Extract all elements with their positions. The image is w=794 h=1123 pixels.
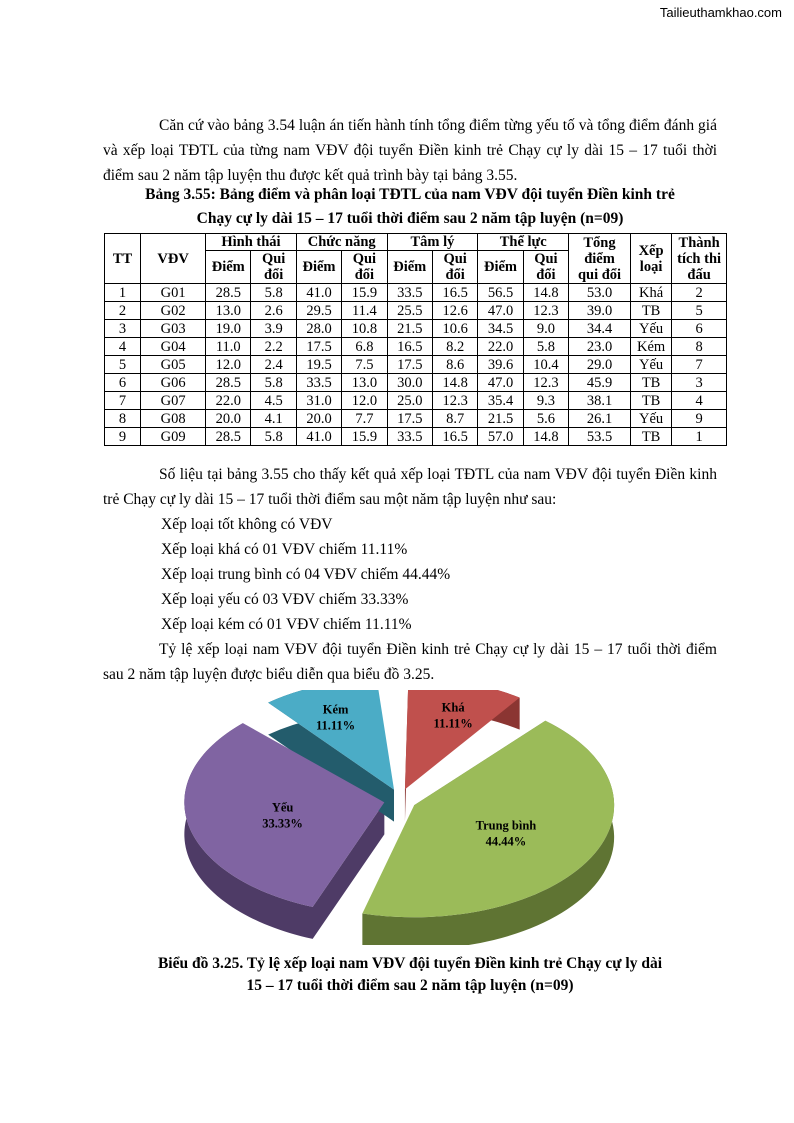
table-cell: 19.5 bbox=[296, 356, 341, 374]
table-cell: 13.0 bbox=[342, 374, 387, 392]
table-cell: 16.5 bbox=[387, 338, 432, 356]
table-row bbox=[105, 410, 727, 428]
table-cell: 21.5 bbox=[478, 410, 523, 428]
table-row bbox=[105, 320, 727, 338]
header-thanh-line-2: tích thi bbox=[677, 250, 722, 267]
table-cell: 20.0 bbox=[206, 410, 251, 428]
table-cell: 2.2 bbox=[251, 338, 296, 356]
table-cell: G09 bbox=[141, 428, 206, 446]
intro-paragraph: Căn cứ vào bảng 3.54 luận án tiến hành tính tổng điểm từng yếu tố và tổng điểm đánh giá và xếp loại TĐTL của từng nam VĐV đội tuyển Điền kinh trẻ Chạy cự ly dài 15 – 17 tuổi thời điểm sau 2 năm tập luyện thu được kết quả trình bày tại bảng 3.55. bbox=[103, 117, 717, 184]
pie-value-yeu: 33.33% bbox=[262, 816, 303, 831]
table-cell: 4.1 bbox=[251, 410, 296, 428]
table-cell: 8.6 bbox=[432, 356, 477, 374]
table-cell: 56.5 bbox=[478, 284, 523, 302]
pie-label-trung-binh: Trung bình bbox=[475, 818, 537, 833]
header-xep-line-2: loại bbox=[639, 258, 663, 275]
watermark: Tailieuthamkhao.com bbox=[659, 5, 782, 20]
table-caption bbox=[103, 183, 717, 231]
chart-intro-paragraph: Tỷ lệ xếp loại nam VĐV đội tuyển Điền kinh trẻ Chạy cự ly dài 15 – 17 tuổi thời điểm sau 2 năm tập luyện được biểu diễn qua biểu đồ 3.25. bbox=[103, 641, 717, 683]
table-cell: 15.9 bbox=[342, 428, 387, 446]
table-cell: G04 bbox=[141, 338, 206, 356]
score-table bbox=[104, 233, 727, 446]
table-cell: 39.6 bbox=[478, 356, 523, 374]
qui-line-1: Qui bbox=[443, 251, 467, 267]
table-cell: G05 bbox=[141, 356, 206, 374]
table-cell: 9.3 bbox=[523, 392, 568, 410]
table-cell: 5 bbox=[105, 356, 141, 374]
table-cell: 7 bbox=[672, 356, 727, 374]
table-caption-line-1: Bảng 3.55: Bảng điểm và phân loại TĐTL của nam VĐV đội tuyển Điền kinh trẻ bbox=[145, 186, 675, 203]
classification-line: Xếp loại khá có 01 VĐV chiếm 11.11% bbox=[161, 541, 408, 558]
header-tam-ly: Tâm lý bbox=[387, 234, 478, 251]
table-cell: 17.5 bbox=[387, 356, 432, 374]
table-row bbox=[105, 338, 727, 356]
qui-line-1: Qui bbox=[352, 251, 377, 267]
pie-value-trung-binh: 44.44% bbox=[485, 834, 527, 849]
table-cell: 12.3 bbox=[523, 374, 568, 392]
header-xep-loai bbox=[630, 234, 671, 284]
table-cell: 9.0 bbox=[523, 320, 568, 338]
header-tong-line-1: Tổng bbox=[583, 234, 616, 251]
table-cell: 9 bbox=[105, 428, 141, 446]
table-cell: 33.5 bbox=[296, 374, 341, 392]
table-cell: 1 bbox=[105, 284, 141, 302]
pie-label-kem: Kém bbox=[322, 702, 349, 717]
table-cell: 16.5 bbox=[432, 284, 477, 302]
table-cell: 53.5 bbox=[569, 428, 631, 446]
table-cell: 28.5 bbox=[206, 374, 251, 392]
table-cell: TB bbox=[630, 392, 671, 410]
qui-line-2: đổi bbox=[536, 267, 556, 283]
header-qui-doi-hinh-thai bbox=[251, 251, 296, 284]
table-cell: 10.8 bbox=[342, 320, 387, 338]
qui-line-1: Qui bbox=[534, 251, 558, 267]
table-cell: 10.6 bbox=[432, 320, 477, 338]
classification-line: Xếp loại tốt không có VĐV bbox=[161, 516, 333, 533]
table-cell: 23.0 bbox=[569, 338, 631, 356]
pie-chart bbox=[150, 690, 650, 945]
table-cell: 2 bbox=[105, 302, 141, 320]
table-cell: 15.9 bbox=[342, 284, 387, 302]
header-xep-line-1: Xếp bbox=[638, 242, 664, 259]
table-cell: G02 bbox=[141, 302, 206, 320]
header-thanh-line-1: Thành bbox=[678, 234, 720, 251]
table-cell: 26.1 bbox=[569, 410, 631, 428]
figure-caption bbox=[103, 953, 717, 997]
table-cell: 14.8 bbox=[523, 284, 568, 302]
table-cell: 34.5 bbox=[478, 320, 523, 338]
table-cell: 33.5 bbox=[387, 284, 432, 302]
table-cell: 25.5 bbox=[387, 302, 432, 320]
table-cell: 2 bbox=[672, 284, 727, 302]
header-chuc-nang: Chức năng bbox=[296, 234, 387, 251]
table-cell: 6 bbox=[672, 320, 727, 338]
pie-label-yeu: Yếu bbox=[271, 800, 294, 815]
table-cell: 3 bbox=[105, 320, 141, 338]
table-cell: 5.8 bbox=[251, 374, 296, 392]
table-row bbox=[105, 392, 727, 410]
table-cell: 53.0 bbox=[569, 284, 631, 302]
classification-line: Xếp loại yếu có 03 VĐV chiếm 33.33% bbox=[161, 591, 409, 608]
table-cell: 30.0 bbox=[387, 374, 432, 392]
qui-line-2: đổi bbox=[354, 267, 375, 283]
table-cell: 41.0 bbox=[296, 428, 341, 446]
pie-value-kem: 11.11% bbox=[315, 718, 356, 733]
table-cell: 4 bbox=[105, 338, 141, 356]
table-cell: 5.8 bbox=[523, 338, 568, 356]
qui-line-1: Qui bbox=[261, 251, 286, 267]
table-cell: 16.5 bbox=[432, 428, 477, 446]
table-cell: Kém bbox=[630, 338, 671, 356]
table-cell: Yếu bbox=[630, 356, 671, 374]
table-cell: 25.0 bbox=[387, 392, 432, 410]
header-the-luc: Thể lực bbox=[478, 234, 569, 251]
header-tt: TT bbox=[105, 234, 141, 284]
header-vdv: VĐV bbox=[141, 234, 206, 284]
analysis-paragraph: Số liệu tại bảng 3.55 cho thấy kết quả xếp loại TĐTL của nam VĐV đội tuyển Điền kinh trẻ Chạy cự ly dài 15 – 17 tuổi thời điểm sau một năm tập luyện như sau: bbox=[103, 466, 717, 508]
table-row bbox=[105, 428, 727, 446]
table-cell: 4 bbox=[672, 392, 727, 410]
header-diem-tam-ly: Điểm bbox=[387, 251, 432, 284]
header-tong-line-3: qui đổi bbox=[577, 266, 622, 283]
table-caption-line-2: Chạy cự ly dài 15 – 17 tuổi thời điểm sau 2 năm tập luyện (n=09) bbox=[196, 210, 624, 227]
table-row bbox=[105, 302, 727, 320]
table-cell: 22.0 bbox=[206, 392, 251, 410]
table-cell: Yếu bbox=[630, 320, 671, 338]
figure-caption-line-1: Biểu đồ 3.25. Tỷ lệ xếp loại nam VĐV đội tuyển Điền kinh trẻ Chạy cự ly dài bbox=[157, 955, 663, 972]
table-cell: 12.0 bbox=[206, 356, 251, 374]
figure-caption-line-2: 15 – 17 tuổi thời điểm sau 2 năm tập luyện (n=09) bbox=[246, 977, 574, 994]
qui-line-2: đổi bbox=[445, 267, 465, 283]
pie-value-kha: 11.11% bbox=[433, 716, 473, 731]
table-cell: 11.0 bbox=[206, 338, 251, 356]
header-thanh-tich bbox=[672, 234, 727, 284]
table-cell: 8.7 bbox=[432, 410, 477, 428]
table-cell: 29.0 bbox=[569, 356, 631, 374]
table-cell: 38.1 bbox=[569, 392, 631, 410]
table-cell: 5 bbox=[672, 302, 727, 320]
table-cell: 45.9 bbox=[569, 374, 631, 392]
table-row bbox=[105, 356, 727, 374]
table-cell: 39.0 bbox=[569, 302, 631, 320]
table-cell: 14.8 bbox=[432, 374, 477, 392]
table-cell: 35.4 bbox=[478, 392, 523, 410]
table-cell: 17.5 bbox=[296, 338, 341, 356]
table-cell: Khá bbox=[630, 284, 671, 302]
header-thanh-line-3: đấu bbox=[687, 266, 711, 283]
table-cell: 12.0 bbox=[342, 392, 387, 410]
table-cell: 3 bbox=[672, 374, 727, 392]
table-cell: 6.8 bbox=[342, 338, 387, 356]
table-cell: 6 bbox=[105, 374, 141, 392]
table-cell: 9 bbox=[672, 410, 727, 428]
table-cell: G07 bbox=[141, 392, 206, 410]
table-cell: 7.7 bbox=[342, 410, 387, 428]
table-cell: 1 bbox=[672, 428, 727, 446]
table-row bbox=[105, 284, 727, 302]
qui-line-2: đổi bbox=[263, 267, 284, 283]
table-cell: 2.6 bbox=[251, 302, 296, 320]
table-cell: 12.3 bbox=[523, 302, 568, 320]
table-cell: Yếu bbox=[630, 410, 671, 428]
pie-label-kha: Khá bbox=[441, 700, 465, 715]
table-cell: G08 bbox=[141, 410, 206, 428]
table-cell: 8 bbox=[105, 410, 141, 428]
header-qui-doi-chuc-nang bbox=[342, 251, 387, 284]
table-cell: 12.3 bbox=[432, 392, 477, 410]
table-cell: 10.4 bbox=[523, 356, 568, 374]
header-diem-the-luc: Điểm bbox=[478, 251, 523, 284]
table-cell: 21.5 bbox=[387, 320, 432, 338]
table-row bbox=[105, 374, 727, 392]
table-cell: 41.0 bbox=[296, 284, 341, 302]
header-qui-doi-the-luc bbox=[523, 251, 568, 284]
table-cell: 57.0 bbox=[478, 428, 523, 446]
header-diem-hinh-thai: Điểm bbox=[206, 251, 251, 284]
table-cell: 28.0 bbox=[296, 320, 341, 338]
table-cell: G01 bbox=[141, 284, 206, 302]
table-cell: TB bbox=[630, 428, 671, 446]
table-cell: 7 bbox=[105, 392, 141, 410]
header-diem-chuc-nang: Điểm bbox=[296, 251, 341, 284]
table-cell: 20.0 bbox=[296, 410, 341, 428]
table-cell: 14.8 bbox=[523, 428, 568, 446]
table-cell: 47.0 bbox=[478, 302, 523, 320]
table-cell: 4.5 bbox=[251, 392, 296, 410]
table-cell: 31.0 bbox=[296, 392, 341, 410]
table-cell: 8.2 bbox=[432, 338, 477, 356]
classification-line: Xếp loại kém có 01 VĐV chiếm 11.11% bbox=[161, 616, 412, 633]
table-cell: 5.8 bbox=[251, 428, 296, 446]
table-cell: 8 bbox=[672, 338, 727, 356]
table-cell: 7.5 bbox=[342, 356, 387, 374]
table-cell: 13.0 bbox=[206, 302, 251, 320]
header-qui-doi-tam-ly bbox=[432, 251, 477, 284]
table-cell: 28.5 bbox=[206, 284, 251, 302]
table-cell: 22.0 bbox=[478, 338, 523, 356]
table-cell: 17.5 bbox=[387, 410, 432, 428]
table-cell: 5.8 bbox=[251, 284, 296, 302]
table-cell: 47.0 bbox=[478, 374, 523, 392]
header-hinh-thai: Hình thái bbox=[206, 234, 297, 251]
table-cell: 28.5 bbox=[206, 428, 251, 446]
classification-line: Xếp loại trung bình có 04 VĐV chiếm 44.44% bbox=[161, 566, 451, 583]
table-cell: TB bbox=[630, 374, 671, 392]
table-cell: 34.4 bbox=[569, 320, 631, 338]
table-cell: 5.6 bbox=[523, 410, 568, 428]
table-cell: 3.9 bbox=[251, 320, 296, 338]
table-cell: 19.0 bbox=[206, 320, 251, 338]
table-cell: G06 bbox=[141, 374, 206, 392]
table-cell: 12.6 bbox=[432, 302, 477, 320]
table-header-row-1 bbox=[105, 234, 727, 251]
table-cell: 33.5 bbox=[387, 428, 432, 446]
header-tong-line-2: điểm bbox=[584, 250, 615, 267]
table-cell: 2.4 bbox=[251, 356, 296, 374]
table-cell: 29.5 bbox=[296, 302, 341, 320]
table-cell: G03 bbox=[141, 320, 206, 338]
table-cell: 11.4 bbox=[342, 302, 387, 320]
table-cell: TB bbox=[630, 302, 671, 320]
header-tong-diem bbox=[569, 234, 631, 284]
